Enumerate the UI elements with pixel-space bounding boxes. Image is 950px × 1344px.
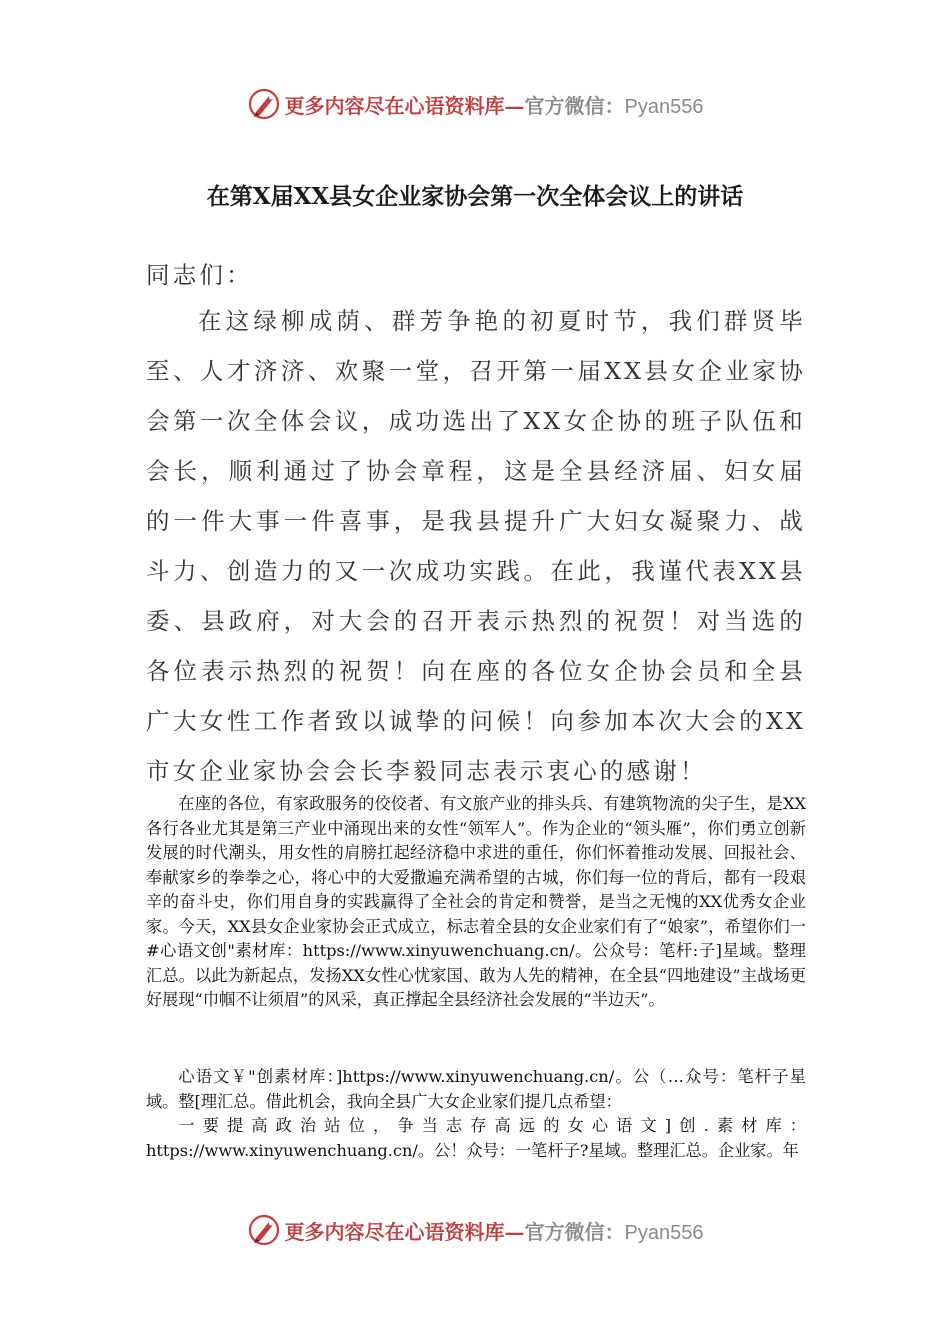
pen-nib-circle-icon [247,87,281,121]
watermark-text [285,90,704,119]
watermark-slogan: 更多内容尽在心语资料库 [284,1219,505,1244]
watermark-text [285,1216,704,1245]
paragraph-3: 心语文￥"创素材库：]https://www.xinyuwenchuang.cn/。公（…众号：笔杆子星域。整[理汇总。借此机会，我向全县广大女企业家们提几点希望： [146,1067,806,1111]
greeting: 同志们： [146,261,253,289]
watermark-label: 官方微信： [524,1219,625,1244]
watermark-wechat-id: Pyan556 [624,95,704,118]
watermark-dash: — [504,93,525,118]
paragraph-4: 一要提高政治站位，争当志存高远的女心语文]创.素材库：https://www.xinyuwenchuang.cn/。公！众号：一笔杆子?星域。整理汇总。企业家。年 [146,1116,806,1160]
watermark-slogan: 更多内容尽在心语资料库 [284,93,505,118]
header-watermark [0,84,950,124]
watermark-dash: — [504,1219,525,1244]
paragraph-1: 在这绿柳成荫、群芳争艳的初夏时节，我们群贤毕至、人才济济、欢聚一堂，召开第一届XX县女企业家协会第一次全体会议，成功选出了XX女企协的班子队伍和会长，顺利通过了协会章程，这是全县经济届、妇女届的一件大事一件喜事，是我县提升广大妇女凝聚力、战斗力、创造力的又一次成功实践。在此，我谨代表XX县委、县政府，对大会的召开表示热烈的祝贺！对当选的各位表示热烈的祝贺！向在座的各位女企协会员和全县广大女性工作者致以诚挚的问候！向参加本次大会的XX市女企业家协会会长李毅同志表示衷心的感谢！ [146,307,806,785]
watermark-label: 官方微信： [524,93,625,118]
document-title: 在第X届XX县女企业家协会第一次全体会议上的讲话 [206,183,744,210]
pen-nib-circle-icon [247,1213,281,1247]
watermark-wechat-id: Pyan556 [624,1221,704,1244]
footer-watermark [0,1210,950,1250]
paragraph-2: 在座的各位，有家政服务的佼佼者、有文旅产业的排头兵、有建筑物流的尖子生，是XX各行各业尤其是第三产业中涌现出来的女性“领军人”。作为企业的“领头雁”，你们勇立创新发展的时代潮头，用女性的肩膀扛起经济稳中求进的重任，你们怀着推动发展、回报社会、奉献家乡的拳拳之心，将心中的大爱撒遍充满希望的古城，你们每一位的背后，都有一段艰辛的奋斗史，你们用自身的实践赢得了全社会的肯定和赞誉，是当之无愧的XX优秀女企业家。今天，XX县女企业家协会正式成立，标志着全县的女企业家们有了“娘家”，希望你们一#心语文创"素材库：https://www.xinyuwenchuang.cn/。公众号：笔杆:子]星域。整理汇总。以此为新起点，发扬XX女性心忧家国、敢为人先的精神，在全县“四地建设”主战场更好展现“巾帼不让须眉”的风采，真正撑起全县经济社会发展的“半边天”。 [146,794,806,1009]
